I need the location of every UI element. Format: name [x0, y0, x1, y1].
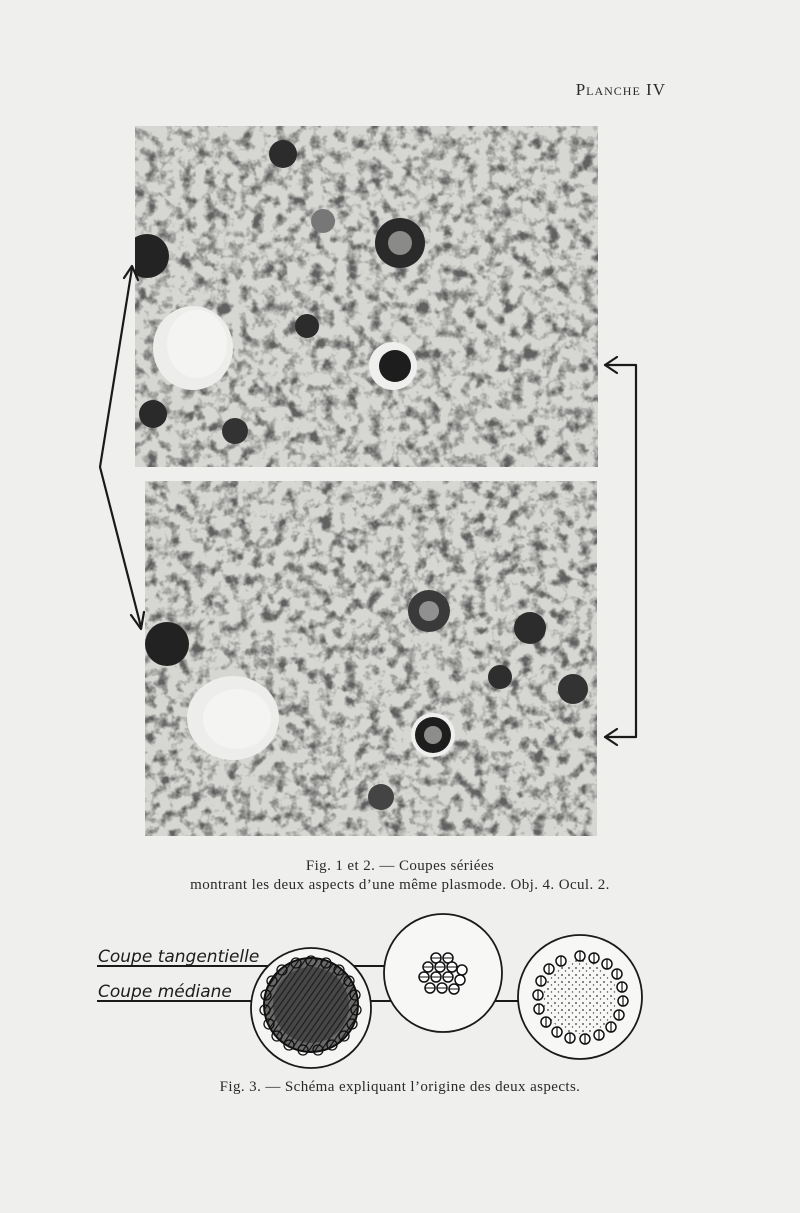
figure-3-caption: Fig. 3. — Schéma expliquant l’origine des deux aspects. [219, 1079, 581, 1095]
plasmode-whole [251, 948, 371, 1068]
label-median: Coupe médiane [98, 982, 232, 1002]
plate-label: Planche IV [575, 80, 666, 99]
median-section [518, 935, 642, 1059]
label-tangential: Coupe tangentielle [98, 947, 260, 967]
caption-line-1: Fig. 1 et 2. — Coupes sériées [305, 858, 495, 874]
tangential-section [384, 914, 502, 1032]
caption-line-2: montrant les deux aspects d’une même plasmode. Obj. 4. Ocul. 2. [190, 877, 610, 893]
